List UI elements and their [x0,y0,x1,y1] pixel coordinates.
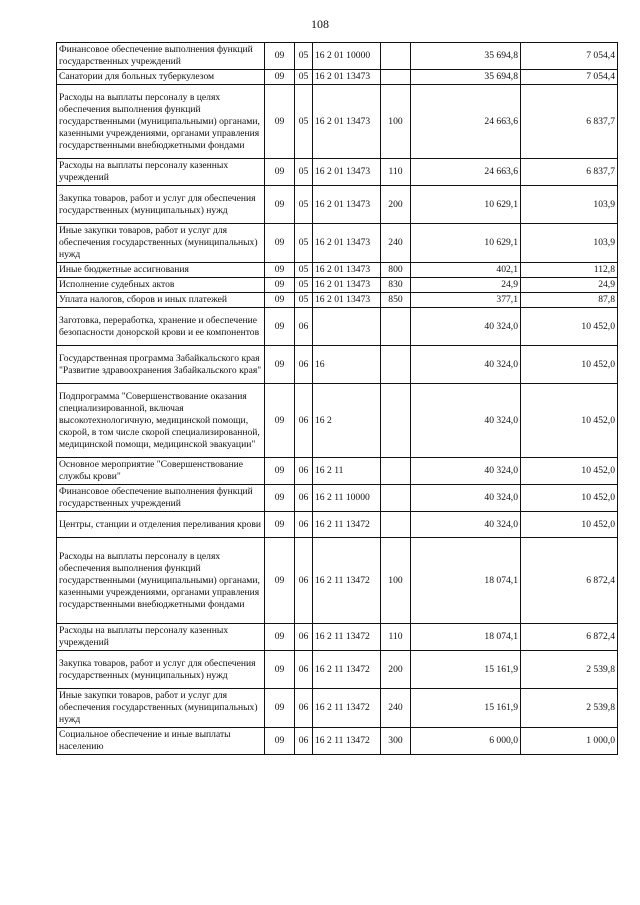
expense-name-cell: Финансовое обеспечение выполнения функций государственных учреждений [57,485,265,512]
expense-name-cell: Исполнение судебных актов [57,278,265,293]
target-article-cell: 16 2 11 [313,458,381,485]
amount-cell: 35 694,8 [411,70,521,85]
amount-secondary-cell: 6 837,7 [521,159,618,186]
expense-type-cell: 850 [381,293,411,308]
section-code-cell: 09 [265,159,295,186]
amount-secondary-cell: 6 837,7 [521,85,618,159]
target-article-cell: 16 2 01 10000 [313,43,381,70]
page-number: 108 [311,17,329,31]
section-code-cell: 09 [265,346,295,384]
expense-type-cell: 800 [381,263,411,278]
target-article-cell: 16 2 [313,384,381,458]
section-code-cell: 09 [265,70,295,85]
table-row [57,458,618,485]
expense-type-cell [381,485,411,512]
target-article-cell: 16 2 11 13472 [313,728,381,755]
amount-secondary-cell: 103,9 [521,224,618,263]
section-code-cell: 09 [265,186,295,224]
section-code-cell: 09 [265,384,295,458]
expense-type-cell: 200 [381,186,411,224]
expense-name-cell: Иные закупки товаров, работ и услуг для обеспечения государственных (муниципальных) нужд [57,224,265,263]
target-article-cell: 16 2 01 13473 [313,70,381,85]
amount-cell: 377,1 [411,293,521,308]
subsection-code-cell: 06 [295,624,313,651]
amount-secondary-cell: 7 054,4 [521,43,618,70]
amount-cell: 10 629,1 [411,224,521,263]
expense-type-cell: 100 [381,538,411,624]
amount-secondary-cell: 24,9 [521,278,618,293]
expense-name-cell: Государственная программа Забайкальского края "Развитие здравоохранения Забайкальского края" [57,346,265,384]
expense-type-cell [381,70,411,85]
table-row [57,186,618,224]
expense-type-cell: 300 [381,728,411,755]
table-row [57,308,618,346]
amount-secondary-cell: 103,9 [521,186,618,224]
expense-name-cell: Расходы на выплаты персоналу казенных учреждений [57,624,265,651]
section-code-cell: 09 [265,263,295,278]
amount-secondary-cell: 2 539,8 [521,651,618,689]
table-row [57,512,618,538]
section-code-cell: 09 [265,485,295,512]
amount-secondary-cell: 6 872,4 [521,538,618,624]
expense-name-cell: Иные закупки товаров, работ и услуг для обеспечения государственных (муниципальных) нужд [57,689,265,728]
section-code-cell: 09 [265,512,295,538]
subsection-code-cell: 06 [295,512,313,538]
amount-secondary-cell: 10 452,0 [521,512,618,538]
expense-name-cell: Подпрограмма "Совершенствование оказания специализированной, включая высокотехнологичную, медицинской помощи, скорой, в том числе скорой специализированной, медицинской помощи, медицинской эвакуации" [57,384,265,458]
amount-secondary-cell: 10 452,0 [521,384,618,458]
amount-cell: 15 161,9 [411,651,521,689]
expense-type-cell: 200 [381,651,411,689]
subsection-code-cell: 06 [295,458,313,485]
expense-type-cell: 110 [381,624,411,651]
expense-type-cell [381,43,411,70]
table-row [57,384,618,458]
subsection-code-cell: 05 [295,70,313,85]
section-code-cell: 09 [265,43,295,70]
amount-cell: 6 000,0 [411,728,521,755]
subsection-code-cell: 06 [295,384,313,458]
budget-table [56,42,618,755]
target-article-cell: 16 2 11 10000 [313,485,381,512]
expense-name-cell: Центры, станции и отделения переливания крови [57,512,265,538]
target-article-cell: 16 2 01 13473 [313,224,381,263]
expense-type-cell [381,512,411,538]
expense-name-cell: Расходы на выплаты персоналу в целях обеспечения выполнения функций государственными (муниципальными) органами, казенными учреждениями, органами управления государственными внебюджетными фондами [57,85,265,159]
table-body [57,43,618,755]
subsection-code-cell: 06 [295,689,313,728]
expense-name-cell: Расходы на выплаты персоналу казенных учреждений [57,159,265,186]
subsection-code-cell: 06 [295,651,313,689]
table-row [57,624,618,651]
section-code-cell: 09 [265,651,295,689]
subsection-code-cell: 05 [295,186,313,224]
expense-name-cell: Закупка товаров, работ и услуг для обеспечения государственных (муниципальных) нужд [57,186,265,224]
amount-secondary-cell: 10 452,0 [521,308,618,346]
expense-type-cell [381,308,411,346]
expense-name-cell: Финансовое обеспечение выполнения функций государственных учреждений [57,43,265,70]
amount-secondary-cell: 2 539,8 [521,689,618,728]
subsection-code-cell: 06 [295,485,313,512]
section-code-cell: 09 [265,624,295,651]
amount-secondary-cell: 112,8 [521,263,618,278]
subsection-code-cell: 06 [295,308,313,346]
subsection-code-cell: 06 [295,728,313,755]
amount-cell: 18 074,1 [411,538,521,624]
table-row [57,43,618,70]
amount-secondary-cell: 6 872,4 [521,624,618,651]
amount-secondary-cell: 87,8 [521,293,618,308]
expense-name-cell: Заготовка, переработка, хранение и обеспечение безопасности донорской крови и ее компонентов [57,308,265,346]
target-article-cell: 16 2 11 13472 [313,651,381,689]
subsection-code-cell: 05 [295,159,313,186]
target-article-cell: 16 2 01 13473 [313,85,381,159]
expense-type-cell: 240 [381,689,411,728]
amount-cell: 40 324,0 [411,485,521,512]
amount-cell: 40 324,0 [411,512,521,538]
amount-cell: 40 324,0 [411,346,521,384]
amount-secondary-cell: 7 054,4 [521,70,618,85]
table-row [57,728,618,755]
table-row [57,485,618,512]
target-article-cell: 16 2 11 13472 [313,689,381,728]
expense-type-cell: 110 [381,159,411,186]
section-code-cell: 09 [265,308,295,346]
table-row [57,70,618,85]
table-row [57,538,618,624]
target-article-cell: 16 2 11 13472 [313,538,381,624]
amount-cell: 24 663,6 [411,85,521,159]
subsection-code-cell: 06 [295,346,313,384]
amount-cell: 15 161,9 [411,689,521,728]
amount-cell: 18 074,1 [411,624,521,651]
amount-cell: 402,1 [411,263,521,278]
table-row [57,278,618,293]
section-code-cell: 09 [265,538,295,624]
subsection-code-cell: 05 [295,263,313,278]
table-row [57,651,618,689]
expense-type-cell [381,458,411,485]
expense-name-cell: Основное мероприятие "Совершенствование службы крови" [57,458,265,485]
amount-cell: 35 694,8 [411,43,521,70]
expense-name-cell: Санатории для больных туберкулезом [57,70,265,85]
subsection-code-cell: 05 [295,278,313,293]
amount-cell: 40 324,0 [411,308,521,346]
section-code-cell: 09 [265,293,295,308]
target-article-cell: 16 2 01 13473 [313,159,381,186]
table-row [57,85,618,159]
table-row [57,224,618,263]
section-code-cell: 09 [265,278,295,293]
target-article-cell [313,308,381,346]
subsection-code-cell: 05 [295,224,313,263]
expense-type-cell: 830 [381,278,411,293]
subsection-code-cell: 05 [295,43,313,70]
expense-name-cell: Закупка товаров, работ и услуг для обеспечения государственных (муниципальных) нужд [57,651,265,689]
target-article-cell: 16 [313,346,381,384]
amount-cell: 24,9 [411,278,521,293]
amount-secondary-cell: 10 452,0 [521,458,618,485]
expense-name-cell: Уплата налогов, сборов и иных платежей [57,293,265,308]
target-article-cell: 16 2 11 13472 [313,624,381,651]
table-row [57,263,618,278]
expense-name-cell: Социальное обеспечение и иные выплаты населению [57,728,265,755]
table-row [57,689,618,728]
expense-type-cell: 100 [381,85,411,159]
table-row [57,159,618,186]
amount-cell: 40 324,0 [411,458,521,485]
amount-secondary-cell: 10 452,0 [521,485,618,512]
section-code-cell: 09 [265,458,295,485]
target-article-cell: 16 2 01 13473 [313,278,381,293]
expense-name-cell: Расходы на выплаты персоналу в целях обеспечения выполнения функций государственными (муниципальными) органами, казенными учреждениями, органами управления государственными внебюджетными фондами [57,538,265,624]
target-article-cell: 16 2 01 13473 [313,293,381,308]
target-article-cell: 16 2 01 13473 [313,186,381,224]
amount-secondary-cell: 10 452,0 [521,346,618,384]
expense-type-cell: 240 [381,224,411,263]
section-code-cell: 09 [265,689,295,728]
expense-type-cell [381,384,411,458]
amount-cell: 40 324,0 [411,384,521,458]
amount-cell: 10 629,1 [411,186,521,224]
amount-secondary-cell: 1 000,0 [521,728,618,755]
expense-type-cell [381,346,411,384]
section-code-cell: 09 [265,728,295,755]
subsection-code-cell: 05 [295,293,313,308]
target-article-cell: 16 2 11 13472 [313,512,381,538]
subsection-code-cell: 06 [295,538,313,624]
table-row [57,346,618,384]
target-article-cell: 16 2 01 13473 [313,263,381,278]
amount-cell: 24 663,6 [411,159,521,186]
section-code-cell: 09 [265,85,295,159]
subsection-code-cell: 05 [295,85,313,159]
expense-name-cell: Иные бюджетные ассигнования [57,263,265,278]
section-code-cell: 09 [265,224,295,263]
table-row [57,293,618,308]
